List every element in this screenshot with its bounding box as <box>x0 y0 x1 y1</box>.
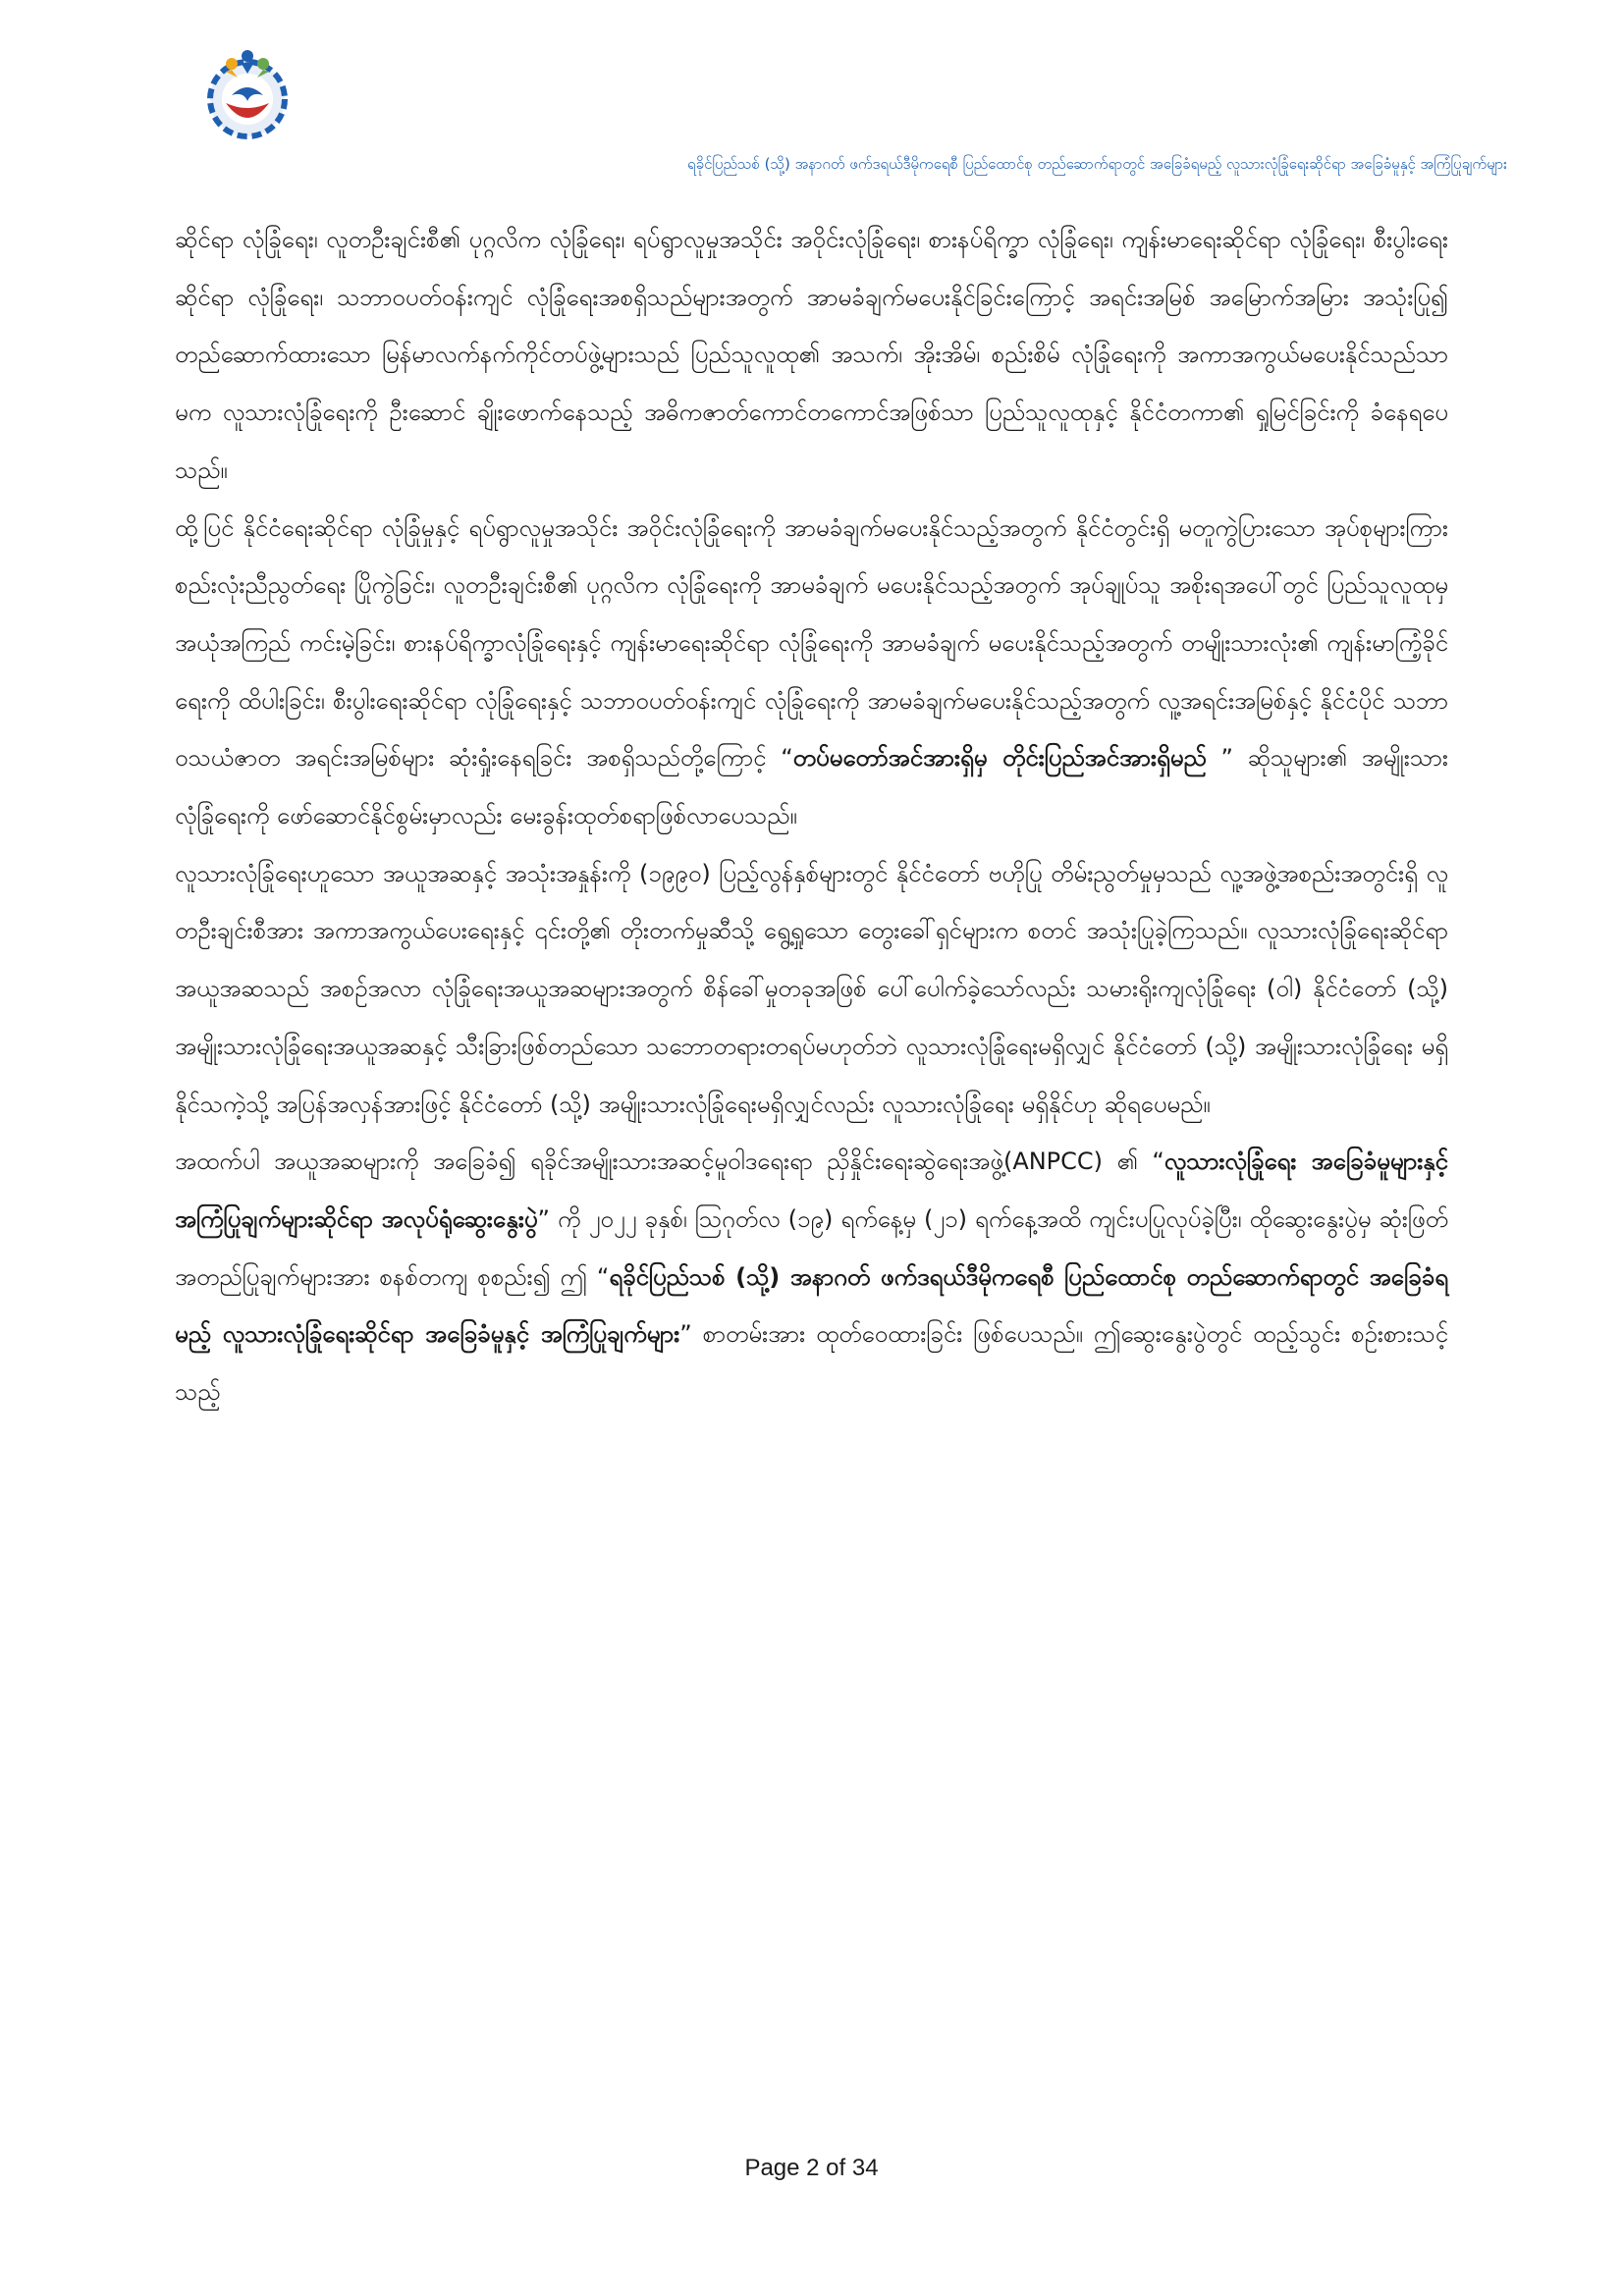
document-body <box>175 211 1448 1421</box>
bold-text-run: လူသားလုံခြုံရေး အခြေခံမူများနှင့် အကြံပြုချက်များဆိုင်ရာ အလုပ်ရုံဆွေးနွေးပွဲ <box>175 1148 1448 1233</box>
text-run: ” စာတမ်းအား ထုတ်ဝေထားခြင်း ဖြစ်ပေသည်။ ဤဆွေးနွေးပွဲတွင် ထည့်သွင်း စဉ်းစားသင့်သည့် <box>175 1320 1449 1407</box>
bold-text-run: ရခိုင်ပြည်သစ် (သို့) အနာဂတ် ဖက်ဒရယ်ဒီမိုကရေစီ ပြည်ထောင်စု တည်ဆောက်ရာတွင် အခြေခံရမည့် လူသားလုံခြုံရေးဆိုင်ရာ အခြေခံမူနှင့် အကြံပြုချက်များ <box>175 1262 1448 1349</box>
text-run: အထက်ပါ အယူအဆများကို အခြေခံ၍ ရခိုင်အမျိုးသားအဆင့်မူဝါဒရေးရာ ညှိနှိုင်းရေးဆွဲရေးအဖွဲ့(ANPCC) ၏ “ <box>175 1148 1164 1176</box>
bold-text-run: တပ်မတော်အင်အားရှိမှ တိုင်းပြည်အင်အားရှိမည် <box>792 744 1207 773</box>
page-number: Page 2 of 34 <box>744 2155 879 2181</box>
paragraph-1 <box>175 211 1448 500</box>
paragraph-4 <box>175 1133 1448 1421</box>
running-header-title: ရခိုင်ပြည်သစ် (သို့) အနာဂတ် ဖက်ဒရယ်ဒီမိုကရေစီ ပြည်ထောင်စု တည်ဆောက်ရာတွင် အခြေခံရမည့် လူသားလုံခြုံရေးဆိုင်ရာ အခြေခံမူနှင့် အကြံပြုချက်များ <box>687 155 1507 173</box>
paragraph-3 <box>175 845 1448 1134</box>
text-run: ထို့ပြင် နိုင်ငံရေးဆိုင်ရာ လုံခြုံမှုနှင့် ရပ်ရွာလူမှုအသိုင်း အဝိုင်းလုံခြုံရေးကို အာမခံချက်မပေးနိုင်သည့်အတွက် နိုင်ငံတွင်းရှိ မတူကွဲပြားသော အုပ်စုများကြား စည်းလုံးညီညွတ်ရေး ပြိုကွဲခြင်း၊ လူတဦးချင်းစီ၏ ပုဂ္ဂလိက လုံခြုံရေးကို အာမခံချက် မပေးနိုင်သည့်အတွက် အုပ်ချုပ်သူ အစိုးရအပေါ်တွင် ပြည်သူလူထုမှ အယုံအကြည် ကင်းမဲ့ခြင်း၊ စားနပ်ရိက္ခာလုံခြုံရေးနှင့် ကျန်းမာရေးဆိုင်ရာ လုံခြုံရေးကို အာမခံချက် မပေးနိုင်သည့်အတွက် တမျိုးသားလုံး၏ ကျန်းမာကြံ့ခိုင်ရေးကို ထိပါးခြင်း၊ စီးပွါးရေးဆိုင်ရာ လုံခြုံရေးနှင့် သဘာဝပတ်ဝန်းကျင် လုံခြုံရေးကို အာမခံချက်မပေးနိုင်သည့်အတွက် လူ့အရင်းအမြစ်နှင့် နိုင်ငံပိုင် သဘာဝသယံဇာတ အရင်းအမြစ်များ ဆုံးရှုံးနေရခြင်း အစရှိသည်တို့ကြောင့် “ <box>175 513 1448 773</box>
text-run: လူသားလုံခြုံရေးဟူသော အယူအဆနှင့် အသုံးအနှုန်းကို (၁၉၉၀) ပြည့်လွန်နှစ်များတွင် နိုင်ငံတော် ဗဟိုပြု တိမ်းညွတ်မှုမှသည် လူ့အဖွဲ့အစည်းအတွင်းရှိ လူတဦးချင်းစီအား အကာအကွယ်ပေးရေးနှင့် ၎င်းတို့၏ တိုးတက်မှုဆီသို့ ရွေ့ရှုသော တွေးခေါ်ရှင်များက စတင် အသုံးပြုခဲ့ကြသည်။ လူသားလုံခြုံရေးဆိုင်ရာ အယူအဆသည် အစဉ်အလာ လုံခြုံရေးအယူအဆများအတွက် စိန်ခေါ်မှုတခုအဖြစ် ပေါ်ပေါက်ခဲ့သော်လည်း သမားရိုးကျလုံခြုံရေး (ဝါ) နိုင်ငံတော် (သို့) အမျိုးသားလုံခြုံရေးအယူအဆနှင့် သီးခြားဖြစ်တည်သော သဘောတရားတရပ်မဟုတ်ဘဲ လူသားလုံခြုံရေးမရှိလျှင် နိုင်ငံတော် (သို့) အမျိုးသားလုံခြုံရေး မရှိနိုင်သကဲ့သို့ အပြန်အလှန်အားဖြင့် နိုင်ငံတော် (သို့) အမျိုးသားလုံခြုံရေးမရှိလျှင်လည်း လူသားလုံခြုံရေး မရှိနိုင်ဟု ဆိုရပေမည်။ <box>175 859 1448 1118</box>
text-run: ” ဆိုသူများ၏ အမျိုးသားလုံခြုံရေးကို ဖော်ဆောင်နိုင်စွမ်းမှာလည်း မေးခွန်းထုတ်စရာဖြစ်လာပေသည်။ <box>175 744 1448 830</box>
organization-logo-icon <box>196 44 298 146</box>
text-run: ဆိုင်ရာ လုံခြုံရေး၊ လူတဦးချင်းစီ၏ ပုဂ္ဂလိက လုံခြုံရေး၊ ရပ်ရွာလူမှုအသိုင်း အဝိုင်းလုံခြုံရေး၊ စားနပ်ရိက္ခာ လုံခြုံရေး၊ ကျန်းမာရေးဆိုင်ရာ လုံခြုံရေး၊ စီးပွါးရေးဆိုင်ရာ လုံခြုံရေး၊ သဘာဝပတ်ဝန်းကျင် လုံခြုံရေးအစရှိသည်များအတွက် အာမခံချက်မပေးနိုင်ခြင်းကြောင့် အရင်းအမြစ် အမြောက်အမြား အသုံးပြု၍ တည်ဆောက်ထားသော မြန်မာလက်နက်ကိုင်တပ်ဖွဲ့များသည် ပြည်သူလူထု၏ အသက်၊ အိုးအိမ်၊ စည်းစိမ် လုံခြုံရေးကို အကာအကွယ်မပေးနိုင်သည်သာမက လူသားလုံခြုံရေးကို ဦးဆောင် ချိုးဖောက်နေသည့် အဓိကဇာတ်ကောင်တကောင်အဖြစ်သာ ပြည်သူလူထုနှင့် နိုင်ငံတကာ၏ ရှုမြင်ခြင်းကို ခံနေရပေသည်။ <box>175 226 1448 484</box>
paragraph-2 <box>175 500 1448 845</box>
text-run: ” ကို ၂၀၂၂ ခုနှစ်၊ ဩဂုတ်လ (၁၉) ရက်နေ့မှ (၂၁) ရက်နေ့အထိ ကျင်းပပြုလုပ်ခဲ့ပြီး၊ ထိုဆွေးနွေးပွဲမှ ဆုံးဖြတ် အတည်ပြုချက်များအား စနစ်တကျ စုစည်း၍ ဤ “ <box>175 1204 1448 1291</box>
